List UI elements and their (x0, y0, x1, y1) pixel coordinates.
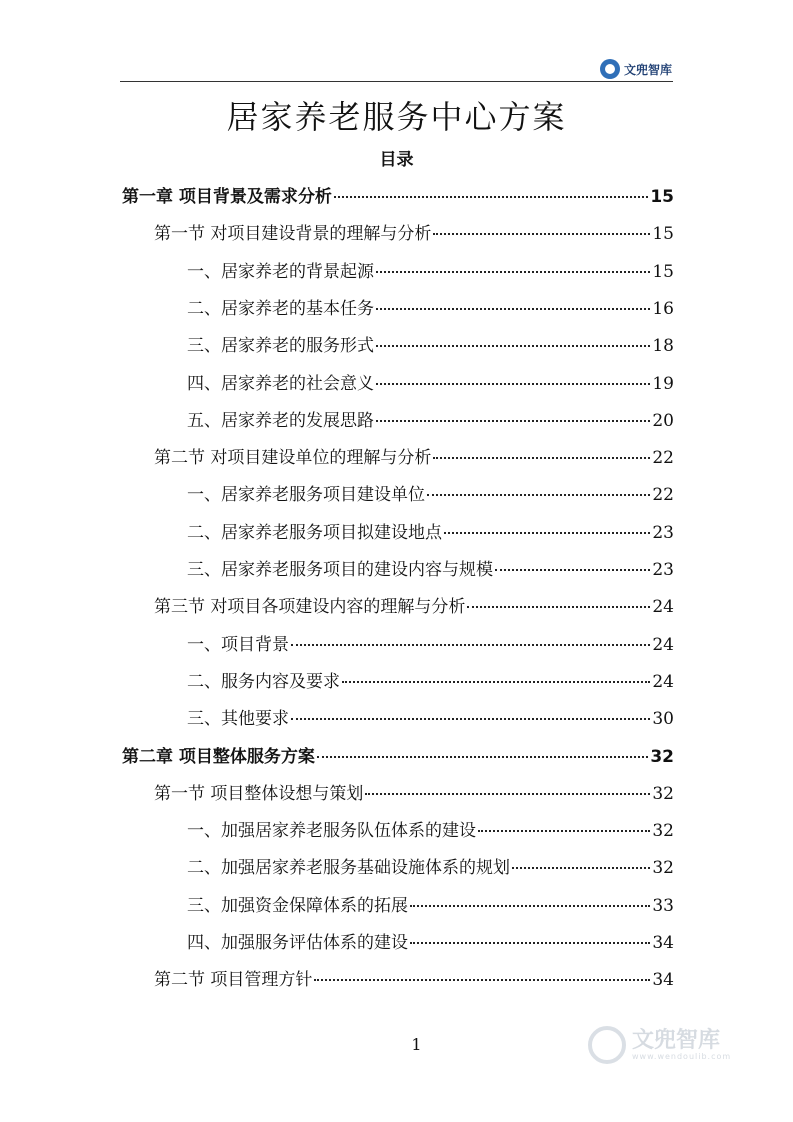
toc-entry[interactable] (0, 667, 674, 691)
toc-entry-page: 15 (650, 187, 674, 207)
toc-entry[interactable] (0, 331, 674, 355)
page-number: 1 (411, 1035, 422, 1054)
toc-entry-page: 34 (652, 970, 674, 991)
toc-entry[interactable] (0, 630, 674, 654)
toc-leader-dots (478, 830, 650, 832)
toc-leader-dots (291, 644, 650, 646)
toc-leader-dots (410, 942, 650, 944)
toc-entry-page: 32 (652, 821, 674, 842)
toc-entry-page: 33 (652, 895, 674, 916)
toc-entry[interactable] (0, 928, 674, 952)
toc-leader-dots (376, 271, 650, 273)
toc-entry[interactable] (0, 294, 674, 318)
header-logo (600, 58, 672, 80)
toc-leader-dots (512, 867, 650, 869)
toc-entry-page: 19 (652, 373, 674, 394)
logo-text: 文兜智库 (624, 62, 673, 77)
toc-entry-label: 二、居家养老服务项目拟建设地点 (187, 522, 442, 543)
toc-leader-dots (334, 196, 648, 198)
toc-entry-label: 一、居家养老服务项目建设单位 (187, 485, 425, 506)
toc-entry[interactable] (0, 443, 674, 467)
header-rule (120, 81, 673, 82)
toc-entry-label: 一、加强居家养老服务队伍体系的建设 (187, 821, 476, 842)
toc-entry-page: 23 (652, 522, 674, 543)
toc-entry[interactable] (0, 555, 674, 579)
toc-leader-dots (314, 979, 650, 981)
toc-entry-label: 五、居家养老的发展思路 (187, 410, 374, 431)
watermark-text: 文兜智库 (632, 1027, 721, 1053)
toc-entry-label: 第二节 对项目建设单位的理解与分析 (154, 448, 432, 469)
toc-leader-dots (317, 756, 648, 758)
toc-entry-page: 32 (650, 746, 674, 767)
toc-entry-page: 15 (652, 224, 674, 245)
toc-entry-label: 四、居家养老的社会意义 (187, 373, 374, 394)
toc-entry[interactable] (0, 518, 674, 542)
toc-entry[interactable] (0, 704, 674, 728)
toc-entry[interactable] (0, 853, 674, 877)
toc-entry-label: 一、居家养老的背景起源 (187, 261, 374, 282)
toc-leader-dots (376, 345, 650, 347)
toc-entry-label: 第一节 对项目建设背景的理解与分析 (154, 224, 432, 245)
toc-entry-label: 四、加强服务评估体系的建设 (187, 933, 408, 953)
toc-entry-page: 24 (652, 671, 674, 692)
watermark-logo-icon (588, 1026, 626, 1064)
toc-leader-dots (376, 383, 650, 385)
toc-entry-page: 22 (652, 485, 674, 506)
toc-entry-label: 第一章 项目背景及需求分析 (122, 187, 332, 207)
logo-icon (600, 59, 620, 79)
toc-leader-dots (427, 494, 650, 496)
watermark (588, 1026, 731, 1064)
toc-leader-dots (376, 308, 650, 310)
toc-entry-label: 第二节 项目管理方针 (154, 970, 313, 991)
toc-entry-label: 二、居家养老的基本任务 (187, 298, 374, 319)
toc-entry-label: 二、加强居家养老服务基础设施体系的规划 (187, 858, 510, 879)
toc-entry-page: 24 (652, 597, 674, 618)
toc-entry-label: 三、加强资金保障体系的拓展 (187, 895, 408, 916)
toc-entry[interactable] (0, 891, 674, 915)
toc-heading: 目录 (379, 150, 414, 170)
toc-leader-dots (365, 793, 650, 795)
toc-entry-label: 三、其他要求 (187, 709, 289, 730)
toc-entry-page: 23 (652, 560, 674, 580)
toc-entry[interactable] (0, 182, 674, 206)
toc-leader-dots (342, 681, 650, 683)
toc-entry[interactable] (0, 219, 674, 243)
toc-entry-label: 第一节 项目整体设想与策划 (154, 783, 364, 804)
toc-entry-page: 20 (652, 410, 674, 431)
toc-entry-label: 第二章 项目整体服务方案 (122, 746, 315, 767)
toc-leader-dots (495, 569, 650, 571)
toc-entry[interactable] (0, 257, 674, 281)
toc-entry-label: 三、居家养老的服务形式 (187, 336, 374, 357)
toc-entry-label: 三、居家养老服务项目的建设内容与规模 (187, 560, 493, 580)
toc-entry-page: 16 (652, 298, 674, 319)
toc-leader-dots (444, 532, 650, 534)
toc-entry-label: 一、项目背景 (187, 634, 289, 655)
toc-entry[interactable] (0, 406, 674, 430)
toc-leader-dots (467, 606, 650, 608)
toc-entry-page: 15 (652, 261, 674, 282)
toc-entry-page: 34 (652, 933, 674, 953)
toc-leader-dots (410, 905, 650, 907)
document-title: 居家养老服务中心方案 (226, 98, 567, 136)
toc-leader-dots (433, 233, 650, 235)
toc-leader-dots (291, 718, 650, 720)
toc-entry-page: 32 (652, 858, 674, 879)
toc-entry-page: 32 (652, 783, 674, 804)
toc-entry-label: 第三节 对项目各项建设内容的理解与分析 (154, 597, 466, 618)
toc-entry-page: 18 (652, 336, 674, 357)
toc-entry[interactable] (0, 369, 674, 393)
toc-entry-page: 24 (652, 634, 674, 655)
toc-entry[interactable] (0, 779, 674, 803)
toc-entry[interactable] (0, 480, 674, 504)
toc-entry[interactable] (0, 816, 674, 840)
toc-entry[interactable] (0, 965, 674, 989)
toc-entry[interactable] (0, 742, 674, 766)
toc-entry[interactable] (0, 592, 674, 616)
watermark-url: www.wendoulib.com (632, 1051, 732, 1061)
toc-entry-page: 22 (652, 448, 674, 469)
toc-entry-page: 30 (652, 709, 674, 730)
toc-entry-label: 二、服务内容及要求 (187, 671, 340, 692)
toc-leader-dots (376, 420, 650, 422)
toc-leader-dots (433, 457, 650, 459)
